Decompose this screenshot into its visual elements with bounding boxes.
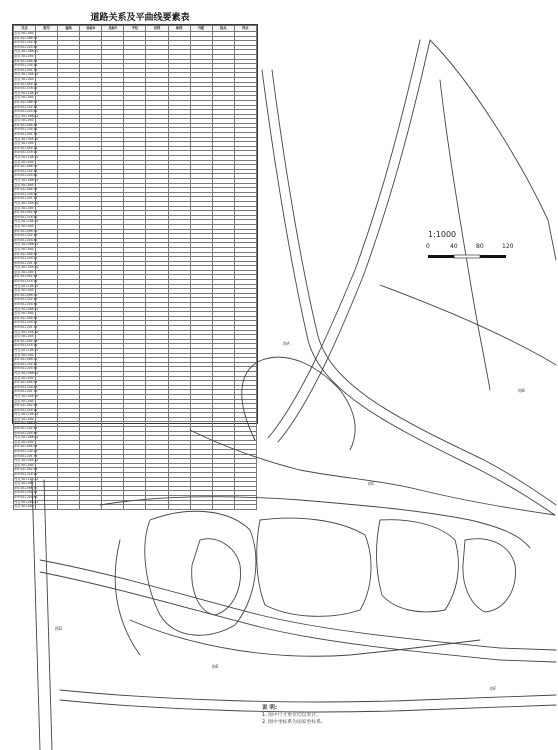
- notes: [262, 705, 326, 726]
- table-header-cell: 坐标X: [80, 26, 102, 32]
- table-cell: 终点 K0+196.22: [14, 476, 39, 481]
- scale-tick: 40: [450, 243, 458, 250]
- table-cell: JD2 K0+140.10: [14, 449, 38, 454]
- table-cell: 终点 K0+305.40: [14, 393, 39, 398]
- table-cell: JD3 K0+220.80: [14, 302, 38, 307]
- table-cell: JD3 K0+221.75: [14, 453, 38, 458]
- table-cell: 终点 K0+196.22: [14, 90, 39, 95]
- table-cell: JD3 K0+220.80: [14, 237, 38, 242]
- table-cell: 起点 K0+000: [14, 118, 34, 123]
- block-c: [376, 520, 458, 612]
- table-cell: 起点 K0+000: [14, 76, 34, 81]
- table-cell: JD1 K0+066.32: [14, 444, 38, 449]
- upper-right-inner-road: [380, 285, 556, 365]
- table-cell: JD2 K0+118.90: [14, 343, 38, 348]
- table-cell: 起点 K0+000: [14, 481, 34, 486]
- table-cell: JD2 K0+140.10: [14, 256, 38, 261]
- table-cell: JD3 K0+220.80: [14, 44, 38, 49]
- road-label: 路D: [55, 626, 63, 631]
- table-cell: 终点 K0+196.22: [14, 283, 39, 288]
- table-cell: 起点 K0+000: [14, 416, 34, 421]
- table-cell: JD2 K0+118.90: [14, 407, 38, 412]
- table-cell: JD2 K0+140.10: [14, 320, 38, 325]
- table-cell: 终点 K0+305.40: [14, 329, 39, 334]
- north-road-edge-b: [278, 40, 430, 442]
- table-cell: JD1 K0+088.70: [14, 228, 38, 233]
- table-cell: 起点 K0+000: [14, 205, 34, 210]
- table-cell: JD2 K0+140.10: [14, 127, 38, 132]
- table-header-cell: 偏角: [58, 26, 80, 32]
- table-cell: JD2 K0+118.90: [14, 150, 38, 155]
- table-cell: JD1 K0+066.32: [14, 380, 38, 385]
- table-cell: 终点 K0+288.61: [14, 370, 39, 375]
- table-header-cell: 交点: [14, 26, 36, 32]
- block-a: [145, 511, 256, 635]
- table-cell: 终点 K0+288.61: [14, 499, 39, 504]
- table-cell: 起点 K0+000: [14, 141, 34, 146]
- table-cell: 起点 K0+000: [14, 398, 34, 403]
- table-cell: 起点 K0+000: [14, 95, 34, 100]
- table-cell: JD2 K0+152.45: [14, 233, 38, 238]
- table-cell: 起点 K0+000: [14, 334, 34, 339]
- table-cell: JD3 K0+221.75: [14, 260, 38, 265]
- table-cell: JD1 K0+052.18: [14, 145, 38, 150]
- table-cell: 起点 K0+000: [14, 462, 34, 467]
- scale-tick: 80: [476, 243, 484, 250]
- table-cell: JD1 K0+052.18: [14, 81, 38, 86]
- table-cell: JD3 K0+220.80: [14, 494, 38, 499]
- table-header-cell: 起点: [212, 26, 234, 32]
- table-cell: 起点 K0+000: [14, 246, 34, 251]
- table-cell: JD1 K0+088.70: [14, 99, 38, 104]
- block-e: [463, 539, 516, 612]
- table-cell: JD2 K0+140.10: [14, 384, 38, 389]
- notes-title: 说 明:: [262, 705, 278, 711]
- main-road-edge-b: [272, 70, 556, 505]
- table-cell: JD1 K0+052.18: [14, 338, 38, 343]
- table-cell: 终点 K0+305.40: [14, 458, 39, 463]
- table-cell: JD2 K0+152.45: [14, 361, 38, 366]
- table-header-cell: 半径: [124, 26, 146, 32]
- table-cell: 起点 K0+000: [14, 439, 34, 444]
- note-line: 1. 图中尺寸单位均以米计。: [262, 713, 321, 718]
- table-header-cell: 桩号: [36, 26, 58, 32]
- road-label: 路F: [490, 686, 497, 691]
- scale-label: 1:1000: [428, 230, 457, 239]
- table-cell: JD2 K0+152.45: [14, 168, 38, 173]
- table-cell: JD3 K0+221.75: [14, 132, 38, 137]
- inner-road-3: [115, 540, 140, 655]
- road-label: 路C: [368, 481, 375, 486]
- table-cell: JD3 K0+221.75: [14, 67, 38, 72]
- table-cell: 起点 K0+000: [14, 352, 34, 357]
- table-cell: 终点 K0+305.40: [14, 265, 39, 270]
- road-label: 路B: [518, 388, 525, 393]
- north-road-edge-a: [268, 40, 420, 438]
- scale-tick: 0: [426, 243, 430, 250]
- table-cell: JD1 K0+052.18: [14, 210, 38, 215]
- table-cell: JD2 K0+118.90: [14, 472, 38, 476]
- main-road-edge-a: [262, 70, 555, 515]
- table-cell: JD3 K0+220.80: [14, 430, 38, 435]
- table-cell: JD1 K0+066.32: [14, 122, 38, 127]
- table-cell: 终点 K0+305.40: [14, 72, 39, 77]
- table-cell: JD2 K0+152.45: [14, 40, 38, 45]
- table-cell: JD1 K0+088.70: [14, 421, 38, 426]
- table-cell: 终点 K0+196.22: [14, 412, 39, 417]
- table-cell: 终点 K0+288.61: [14, 242, 39, 247]
- table-cell: JD2 K0+118.90: [14, 279, 38, 284]
- table-cell: 起点 K0+000: [14, 288, 34, 293]
- table-cell: JD3 K0+220.80: [14, 173, 38, 178]
- table-cell: 终点 K0+196.22: [14, 347, 39, 352]
- table-cell: 起点 K0+000: [14, 269, 34, 274]
- table-cell: 终点 K0+288.61: [14, 435, 39, 440]
- table-cell: 起点 K0+000: [14, 311, 34, 316]
- table-cell: JD1 K0+052.18: [14, 403, 38, 408]
- table-cell: JD2 K0+152.45: [14, 426, 38, 431]
- table-header-cell: 终点: [234, 26, 256, 32]
- inner-road-2: [130, 620, 480, 656]
- table-cell: 起点 K0+000: [14, 53, 34, 58]
- table-cell: 起点 K0+000: [14, 31, 34, 35]
- table-cell: 终点 K0+196.22: [14, 219, 39, 224]
- table-cell: JD1 K0+052.18: [14, 467, 38, 472]
- table-cell: JD2 K0+140.10: [14, 191, 38, 196]
- table-cell: JD2 K0+118.90: [14, 86, 38, 91]
- table-cell: 终点 K0+288.61: [14, 178, 39, 182]
- note-line: 2. 图中坐标系为国家坐标系。: [262, 720, 326, 725]
- table-cell: JD3 K0+220.80: [14, 109, 38, 114]
- south-arterial-edge-b: [40, 572, 556, 662]
- road-label: 路A: [283, 341, 290, 346]
- table-cell: JD1 K0+066.32: [14, 315, 38, 320]
- table-cell: JD3 K0+221.75: [14, 389, 38, 394]
- table-title: 道路关系及平曲线要素表: [90, 13, 190, 23]
- table-cell: 终点 K0+288.61: [14, 306, 39, 311]
- table-cell: 起点 K0+000: [14, 504, 34, 509]
- table-header-cell: 切线: [146, 26, 168, 32]
- left-connector-road: [190, 430, 555, 515]
- table-cell: JD1 K0+088.70: [14, 485, 38, 490]
- table-cell: JD2 K0+152.45: [14, 490, 38, 495]
- block-b: [257, 518, 371, 616]
- table-cell: JD1 K0+066.32: [14, 251, 38, 256]
- table-cell: JD2 K0+152.45: [14, 104, 38, 109]
- table-cell: 起点 K0+000: [14, 223, 34, 228]
- west-vertical-road-b: [44, 480, 52, 750]
- scale-bar: [428, 255, 506, 258]
- table-header-cell: 坐标Y: [102, 26, 124, 32]
- road-label: 路E: [212, 664, 219, 669]
- table-cell: JD1 K0+066.32: [14, 58, 38, 63]
- table-cell: JD1 K0+088.70: [14, 164, 38, 169]
- west-vertical-road-a: [32, 480, 40, 750]
- table-cell: JD3 K0+220.80: [14, 366, 38, 371]
- table-cell: 终点 K0+196.22: [14, 155, 39, 160]
- table-cell: 终点 K0+288.61: [14, 49, 39, 54]
- table-cell: 终点 K0+288.61: [14, 113, 39, 118]
- table-cell: JD1 K0+088.70: [14, 357, 38, 362]
- table-cell: JD1 K0+052.18: [14, 274, 38, 279]
- table-header-cell: 外距: [190, 26, 212, 32]
- table-cell: 终点 K0+305.40: [14, 136, 39, 141]
- table-cell: JD2 K0+140.10: [14, 63, 38, 68]
- table-cell: 起点 K0+000: [14, 159, 34, 164]
- table-cell: 终点 K0+305.40: [14, 200, 39, 205]
- table-cell: 起点 K0+000: [14, 182, 34, 187]
- bottom-road-edge-a: [60, 690, 556, 702]
- table-cell: JD2 K0+152.45: [14, 297, 38, 302]
- table-cell: JD1 K0+066.32: [14, 187, 38, 192]
- table-header-cell: 曲线: [168, 26, 190, 32]
- table-cell: JD1 K0+088.70: [14, 292, 38, 297]
- table-cell: 起点 K0+000: [14, 375, 34, 380]
- table-cell: JD3 K0+221.75: [14, 325, 38, 329]
- table-cell: JD3 K0+221.75: [14, 196, 38, 201]
- table-cell: JD1 K0+088.70: [14, 35, 38, 40]
- table-cell: JD2 K0+118.90: [14, 214, 38, 219]
- scale-tick: 120: [502, 243, 514, 250]
